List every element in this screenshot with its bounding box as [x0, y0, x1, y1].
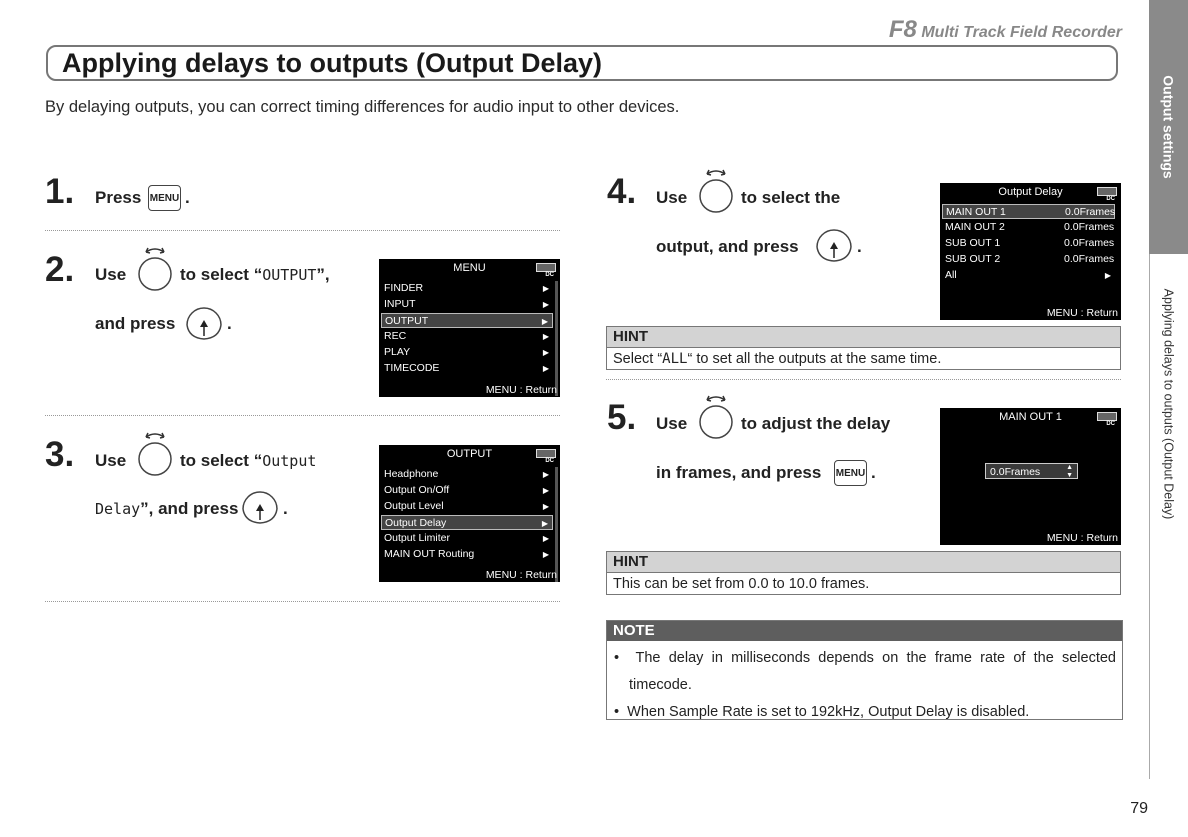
- step-4-end: .: [857, 237, 862, 256]
- screen-footer: MENU : Return: [1046, 532, 1118, 544]
- step-4-line2: output, and press: [656, 237, 799, 256]
- hint-heading: HINT: [607, 327, 1120, 348]
- dial-press-icon: [239, 489, 281, 525]
- battery-icon: [1097, 187, 1117, 196]
- menu-item-output-level: Output Level ▶: [384, 500, 549, 512]
- battery-label: DC: [545, 458, 554, 464]
- step-5-use: Use: [656, 414, 688, 433]
- battery-label: DC: [545, 272, 554, 278]
- step-2-use: Use: [95, 265, 127, 284]
- output-item-sub-out-1: SUB OUT 1 0.0Frames: [945, 237, 1115, 249]
- step-1-text: Press: [95, 188, 142, 207]
- menu-item-play: PLAY ▶: [384, 346, 549, 358]
- section-label: Output settings: [1160, 75, 1177, 179]
- divider: [45, 230, 560, 231]
- divider: [45, 601, 560, 602]
- screen-title: MAIN OUT 1: [999, 411, 1062, 423]
- subsection-label: Applying delays to outputs (Output Delay): [1161, 288, 1176, 520]
- note-box: [606, 620, 1123, 720]
- menu-key-icon: MENU: [834, 460, 867, 486]
- step-3-text: to select “Output: [180, 451, 317, 470]
- scrollbar: [555, 467, 558, 582]
- menu-key-icon: MENU: [148, 185, 181, 211]
- step-2-end: .: [227, 314, 232, 333]
- hint-box: [606, 326, 1121, 370]
- step-3-end: .: [283, 499, 288, 518]
- rotary-dial-icon: [133, 244, 177, 292]
- menu-screen: [379, 259, 560, 397]
- menu-item-timecode: TIMECODE ▶: [384, 362, 549, 374]
- step-5-end: .: [871, 463, 876, 482]
- battery-icon: [536, 263, 556, 272]
- menu-item-finder: FINDER ▶: [384, 282, 549, 294]
- step-1-end: .: [185, 188, 190, 207]
- step-1-number: 1.: [45, 172, 75, 211]
- page-title: Applying delays to outputs (Output Delay): [62, 48, 602, 78]
- menu-item-rec: REC ▶: [384, 330, 549, 342]
- step-2-line2: and press: [95, 314, 176, 333]
- hint-text: This can be set from 0.0 to 10.0 frames.: [613, 576, 870, 592]
- screen-footer: MENU : Return: [485, 569, 557, 581]
- main-out-1-screen: [940, 408, 1121, 545]
- battery-icon: [536, 449, 556, 458]
- menu-item-headphone: Headphone ▶: [384, 468, 549, 480]
- note-item: • When Sample Rate is set to 192kHz, Output Delay is disabled.: [614, 704, 1030, 720]
- updown-arrow-icon: ▲ ▼: [1066, 464, 1073, 479]
- menu-item-output: OUTPUT ▶: [381, 313, 553, 328]
- step-3-use: Use: [95, 451, 127, 470]
- screen-title: Output Delay: [998, 186, 1063, 198]
- screen-title: OUTPUT: [446, 448, 493, 460]
- battery-label: DC: [1106, 196, 1115, 202]
- step-2-number: 2.: [45, 250, 75, 289]
- battery-label: DC: [1106, 421, 1115, 427]
- divider: [45, 415, 560, 416]
- step-5-text: to adjust the delay: [741, 414, 891, 433]
- note-item: • The delay in milliseconds depends on the frame rate of the selected timecode.: [614, 650, 1116, 693]
- dial-press-icon: [183, 305, 225, 341]
- step-3-number: 3.: [45, 435, 75, 474]
- screen-footer: MENU : Return: [1046, 307, 1118, 319]
- battery-icon: [1097, 412, 1117, 421]
- step-5-number: 5.: [607, 398, 637, 437]
- divider: [606, 379, 1121, 380]
- output-delay-screen: [940, 183, 1121, 320]
- model-name: F8: [888, 16, 917, 43]
- menu-item-output-onoff: Output On/Off ▶: [384, 484, 549, 496]
- hint-box: [606, 551, 1121, 595]
- scrollbar: [555, 281, 558, 396]
- step-4-text: to select the: [741, 188, 841, 207]
- hint-text: Select “ALL“ to set all the outputs at the same time.: [613, 351, 942, 367]
- menu-item-input: INPUT ▶: [384, 298, 549, 310]
- product-name: Multi Track Field Recorder: [921, 24, 1122, 41]
- delay-value-field: 0.0Frames ▲ ▼: [985, 463, 1078, 479]
- output-item-sub-out-2: SUB OUT 2 0.0Frames: [945, 253, 1115, 265]
- note-heading: NOTE: [607, 621, 1122, 641]
- step-2-text: to select “OUTPUT”,: [180, 265, 330, 284]
- menu-item-output-limiter: Output Limiter ▶: [384, 532, 549, 544]
- rotary-dial-icon: [694, 166, 738, 214]
- output-item-main-out-1: MAIN OUT 1 0.0Frames: [942, 204, 1115, 219]
- step-5-line2: in frames, and press: [656, 463, 822, 482]
- step-4-use: Use: [656, 188, 688, 207]
- intro-text: By delaying outputs, you can correct timing differences for audio input to other devices.: [45, 98, 680, 116]
- menu-item-main-out-routing: MAIN OUT Routing ▶: [384, 548, 549, 560]
- output-screen: [379, 445, 560, 582]
- page-number: 79: [1130, 800, 1148, 817]
- screen-title: MENU: [453, 262, 486, 274]
- screen-footer: MENU : Return: [485, 384, 557, 396]
- output-item-all: All ▶: [945, 269, 1111, 281]
- menu-item-output-delay: Output Delay ▶: [381, 515, 553, 530]
- hint-heading: HINT: [607, 552, 1120, 573]
- dial-press-icon: [813, 227, 855, 263]
- step-3-line2: Delay”, and press: [95, 499, 239, 518]
- product-header: [889, 16, 1122, 44]
- rotary-dial-icon: [694, 392, 738, 440]
- step-4-number: 4.: [607, 172, 637, 211]
- output-item-main-out-2: MAIN OUT 2 0.0Frames: [945, 221, 1115, 233]
- rotary-dial-icon: [133, 429, 177, 477]
